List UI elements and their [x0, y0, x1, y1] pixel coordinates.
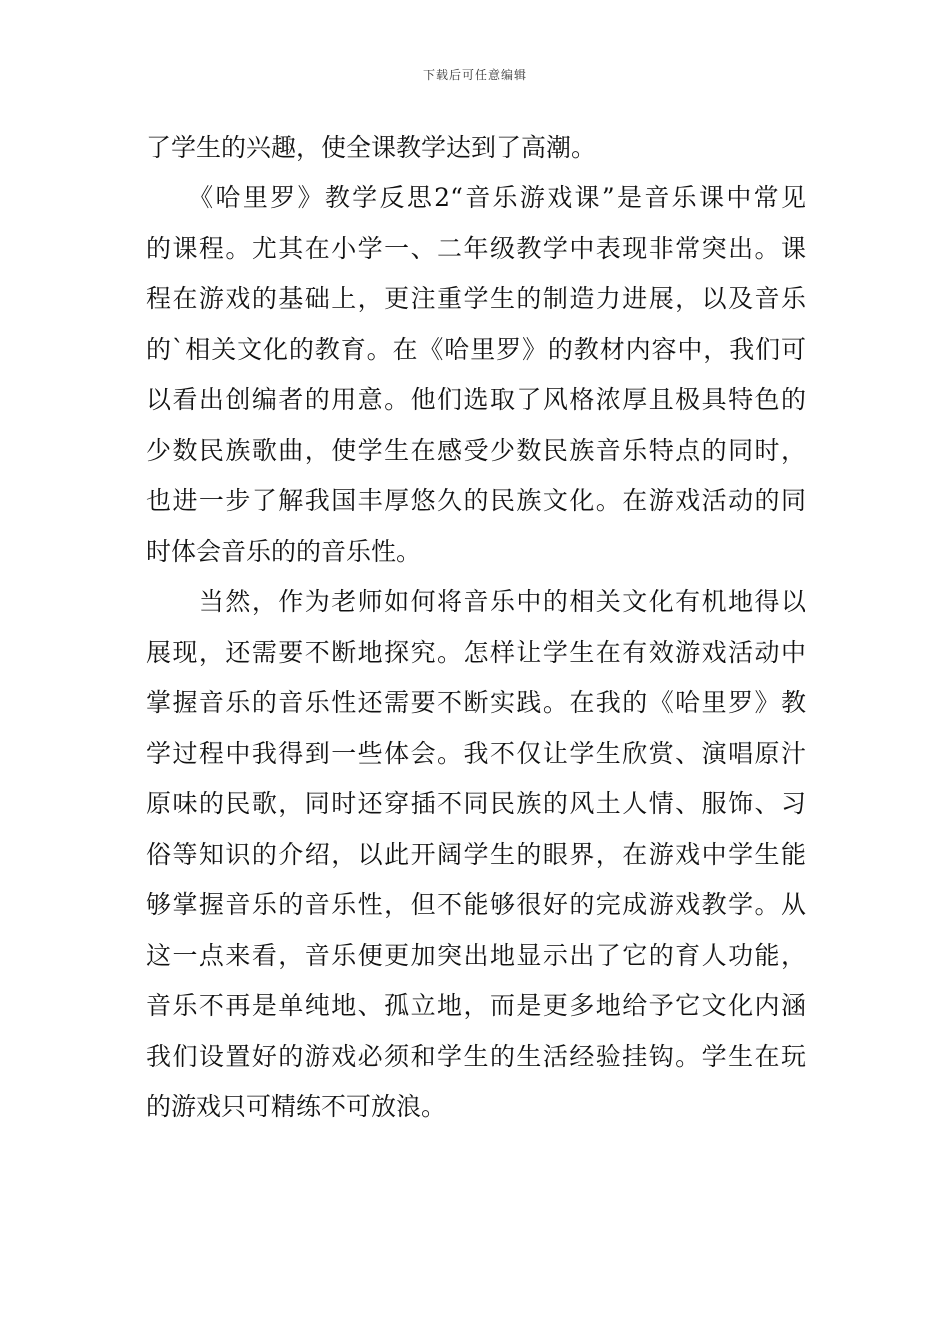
text-line: 的`相关文化的教育。在《哈里罗》的教材内容中，我们可 — [146, 335, 806, 364]
text-line: 俗等知识的介绍，以此开阔学生的眼界，在游戏中学生能 — [146, 840, 806, 869]
page-header: 下载后可任意编辑 — [422, 68, 527, 82]
text-line: 的游戏只可精练不可放浪。 — [146, 1092, 447, 1121]
text-line: 少数民族歌曲，使学生在感受少数民族音乐特点的同时， — [146, 436, 806, 465]
text-line: 够掌握音乐的音乐性，但不能够很好的完成游戏教学。从 — [146, 890, 806, 919]
text-line: 学过程中我得到一些体会。我不仅让学生欣赏、演唱原汁 — [146, 739, 806, 768]
text-line: 掌握音乐的音乐性还需要不断实践。在我的《哈里罗》教 — [146, 688, 806, 717]
text-line: 程在游戏的基础上，更注重学生的制造力进展，以及音乐 — [146, 284, 806, 313]
text-line: 我们设置好的游戏必须和学生的生活经验挂钩。学生在玩 — [146, 1042, 806, 1071]
text-line: 的课程。尤其在小学一、二年级教学中表现非常突出。课 — [146, 234, 806, 263]
text-line: 以看出创编者的用意。他们选取了风格浓厚且极具特色的 — [146, 385, 806, 414]
text-line: 当然，作为老师如何将音乐中的相关文化有机地得以 — [146, 587, 806, 616]
text-line: 时体会音乐的的音乐性。 — [146, 537, 422, 566]
text-line: 原味的民歌，同时还穿插不同民族的风土人情、服饰、习 — [146, 789, 806, 818]
text-line: 音乐不再是单纯地、孤立地，而是更多地给予它文化内涵 — [146, 991, 806, 1020]
text-line: 展现，还需要不断地探究。怎样让学生在有效游戏活动中 — [146, 638, 806, 667]
text-line: 也进一步了解我国丰厚悠久的民族文化。在游戏活动的同 — [146, 486, 806, 515]
text-line: 这一点来看，音乐便更加突出地显示出了它的育人功能， — [146, 941, 806, 970]
text-line: 《哈里罗》教学反思2“音乐游戏课”是音乐课中常见 — [146, 183, 806, 212]
text-line: 了学生的兴趣，使全课教学达到了高潮。 — [146, 133, 597, 162]
